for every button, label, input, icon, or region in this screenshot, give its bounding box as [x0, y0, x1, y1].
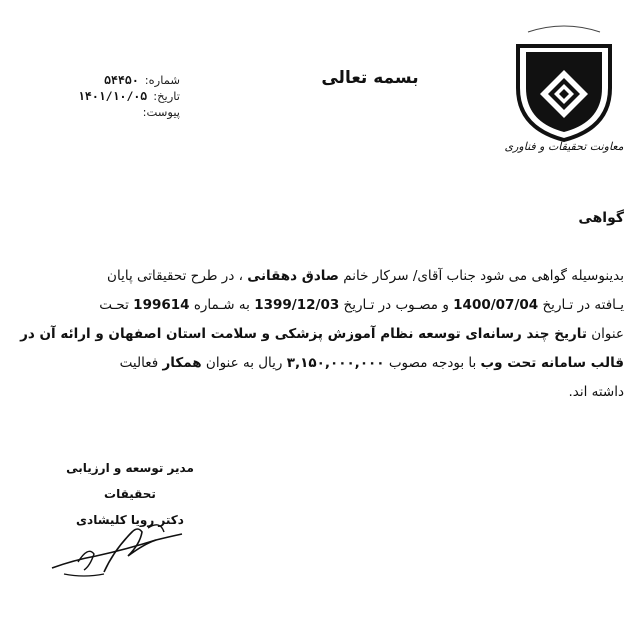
- body-text-1b: ، در طرح تحقیقاتی پایان: [107, 268, 243, 284]
- project-number: 199614: [133, 297, 190, 313]
- body-text-2a: یـافته در تـاریخ: [542, 297, 624, 313]
- body-text-4a: با بودجه مصوب: [388, 355, 477, 371]
- logo-caption: معاونت تحقیقات و فناوری: [504, 140, 624, 153]
- approval-date: 1399/12/03: [254, 297, 340, 313]
- body-line-5: داشته اند.: [568, 384, 624, 400]
- body-text-2d: تحـت: [99, 297, 129, 313]
- date-label: تاریخ:: [153, 89, 180, 103]
- document-subject: گواهی: [578, 210, 624, 226]
- body-line-1: [16, 262, 624, 291]
- handwritten-signature: [44, 510, 194, 590]
- date-row: [40, 88, 180, 104]
- date-value: ۱۴۰۱/۱۰/۰۵: [77, 89, 148, 103]
- number-label: شماره:: [144, 73, 180, 87]
- body-text-4c: فعالیت: [119, 355, 159, 371]
- letter-meta: [40, 72, 180, 120]
- number-row: [40, 72, 180, 88]
- body-line-4: [16, 349, 624, 378]
- end-date: 1400/07/04: [453, 297, 539, 313]
- number-value: ۵۴۴۵۰: [104, 73, 139, 87]
- project-title-part2: قالب سامانه تحت وب: [480, 355, 624, 371]
- body-line-2: [16, 291, 624, 320]
- attachment-label: پیوست:: [142, 105, 180, 119]
- budget-amount: ۳,۱۵۰,۰۰۰,۰۰۰: [286, 355, 385, 371]
- project-title-part1: تاریخ چند رسانه‌ای توسعه نظام آموزش پزشکی و سلامت استان اصفهان و ارائه آن در: [20, 326, 587, 342]
- role: همکار: [162, 355, 202, 371]
- body-line-3: [16, 320, 624, 349]
- signatory-name: دکتر رویا کلیشادی: [76, 513, 184, 527]
- person-name: صادق دهقانی: [247, 268, 339, 284]
- body-text-4b: ریال به عنوان: [205, 355, 283, 371]
- page-heading: بسمه تعالی: [321, 68, 419, 88]
- body-text-2b: و مصـوب در تـاریخ: [343, 297, 449, 313]
- body-text-1a: بدینوسیله گواهی می شود جناب آقای/ سرکار خانم: [343, 268, 624, 284]
- body-text-3a: عنوان: [591, 326, 624, 342]
- body-text-2c: به شـماره: [193, 297, 250, 313]
- certificate-body: [16, 262, 624, 407]
- attachment-row: [40, 104, 180, 120]
- signatory-title: مدیر توسعه و ارزیابی تحقیقات: [66, 461, 194, 501]
